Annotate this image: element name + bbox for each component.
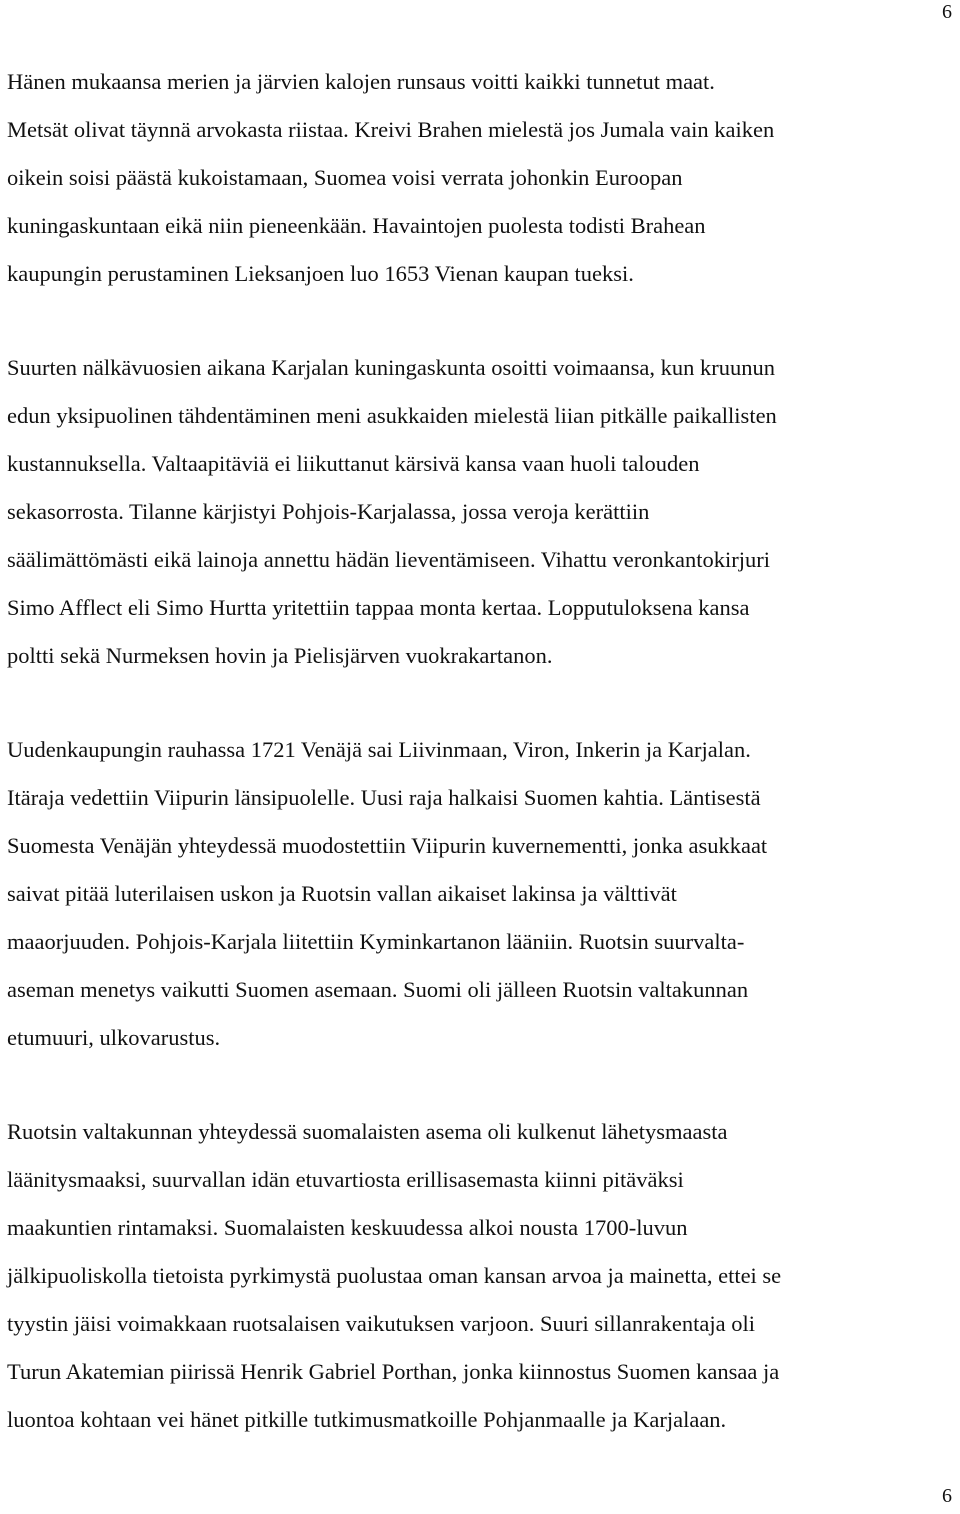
text-line: aseman menetys vaikutti Suomen asemaan. Suomi oli jälleen Ruotsin valtakunnan bbox=[7, 977, 749, 1002]
document-body bbox=[7, 58, 957, 1444]
text-line: Itäraja vedettiin Viipurin länsipuolelle. Uusi raja halkaisi Suomen kahtia. Läntisestä bbox=[7, 785, 761, 810]
text-line: tyystin jäisi voimakkaan ruotsalaisen vaikutuksen varjoon. Suuri sillanrakentaja oli bbox=[7, 1311, 755, 1336]
text-line: kuningaskuntaan eikä niin pieneenkään. Havaintojen puolesta todisti Brahean bbox=[7, 213, 706, 238]
text-line: etumuuri, ulkovarustus. bbox=[7, 1025, 221, 1050]
page-number-bottom: 6 bbox=[942, 1485, 952, 1507]
text-line: Hänen mukaansa merien ja järvien kalojen runsaus voitti kaikki tunnetut maat. bbox=[7, 69, 715, 94]
text-line: poltti sekä Nurmeksen hovin ja Pielisjärven vuokrakartanon. bbox=[7, 643, 553, 668]
text-line: Simo Afflect eli Simo Hurtta yritettiin tappaa monta kertaa. Lopputuloksena kansa bbox=[7, 595, 750, 620]
text-line: Uudenkaupungin rauhassa 1721 Venäjä sai Liivinmaan, Viron, Inkerin ja Karjalan. bbox=[7, 737, 751, 762]
paragraph-spacer bbox=[7, 680, 957, 726]
text-line: saivat pitää luterilaisen uskon ja Ruotsin vallan aikaiset lakinsa ja välttivät bbox=[7, 881, 677, 906]
page-number-top: 6 bbox=[942, 1, 952, 23]
text-line: Turun Akatemian piirissä Henrik Gabriel Porthan, jonka kiinnostus Suomen kansaa ja bbox=[7, 1359, 780, 1384]
text-line: maaorjuuden. Pohjois-Karjala liitettiin Kyminkartanon lääniin. Ruotsin suurvalta- bbox=[7, 929, 745, 954]
text-line: Suomesta Venäjän yhteydessä muodostettiin Viipurin kuvernementti, jonka asukkaat bbox=[7, 833, 768, 858]
paragraph-1 bbox=[7, 58, 957, 298]
paragraph-spacer bbox=[7, 298, 957, 344]
text-line: kustannuksella. Valtaapitäviä ei liikuttanut kärsivä kansa vaan huoli talouden bbox=[7, 451, 700, 476]
text-line: kaupungin perustaminen Lieksanjoen luo 1653 Vienan kaupan tueksi. bbox=[7, 261, 634, 286]
paragraph-4 bbox=[7, 1108, 957, 1444]
paragraph-3 bbox=[7, 726, 957, 1062]
text-line: säälimättömästi eikä lainoja annettu hädän lieventämiseen. Vihattu veronkantokirjuri bbox=[7, 547, 771, 572]
paragraph-spacer bbox=[7, 1062, 957, 1108]
text-line: Suurten nälkävuosien aikana Karjalan kuningaskunta osoitti voimaansa, kun kruunun bbox=[7, 355, 775, 380]
text-line: jälkipuoliskolla tietoista pyrkimystä puolustaa oman kansan arvoa ja mainetta, ettei se bbox=[7, 1263, 782, 1288]
text-line: oikein soisi päästä kukoistamaan, Suomea voisi verrata johonkin Euroopan bbox=[7, 165, 683, 190]
text-line: läänitysmaaksi, suurvallan idän etuvartiosta erillisasemasta kiinni pitäväksi bbox=[7, 1167, 684, 1192]
text-line: maakuntien rintamaksi. Suomalaisten keskuudessa alkoi nousta 1700-luvun bbox=[7, 1215, 688, 1240]
text-line: Ruotsin valtakunnan yhteydessä suomalaisten asema oli kulkenut lähetysmaasta bbox=[7, 1119, 728, 1144]
text-line: luontoa kohtaan vei hänet pitkille tutkimusmatkoille Pohjanmaalle ja Karjalaan. bbox=[7, 1407, 727, 1432]
text-line: sekasorrosta. Tilanne kärjistyi Pohjois-Karjalassa, jossa veroja kerättiin bbox=[7, 499, 650, 524]
text-line: edun yksipuolinen tähdentäminen meni asukkaiden mielestä liian pitkälle paikallisten bbox=[7, 403, 777, 428]
paragraph-2 bbox=[7, 344, 957, 680]
text-line: Metsät olivat täynnä arvokasta riistaa. Kreivi Brahen mielestä jos Jumala vain kaiken bbox=[7, 117, 775, 142]
